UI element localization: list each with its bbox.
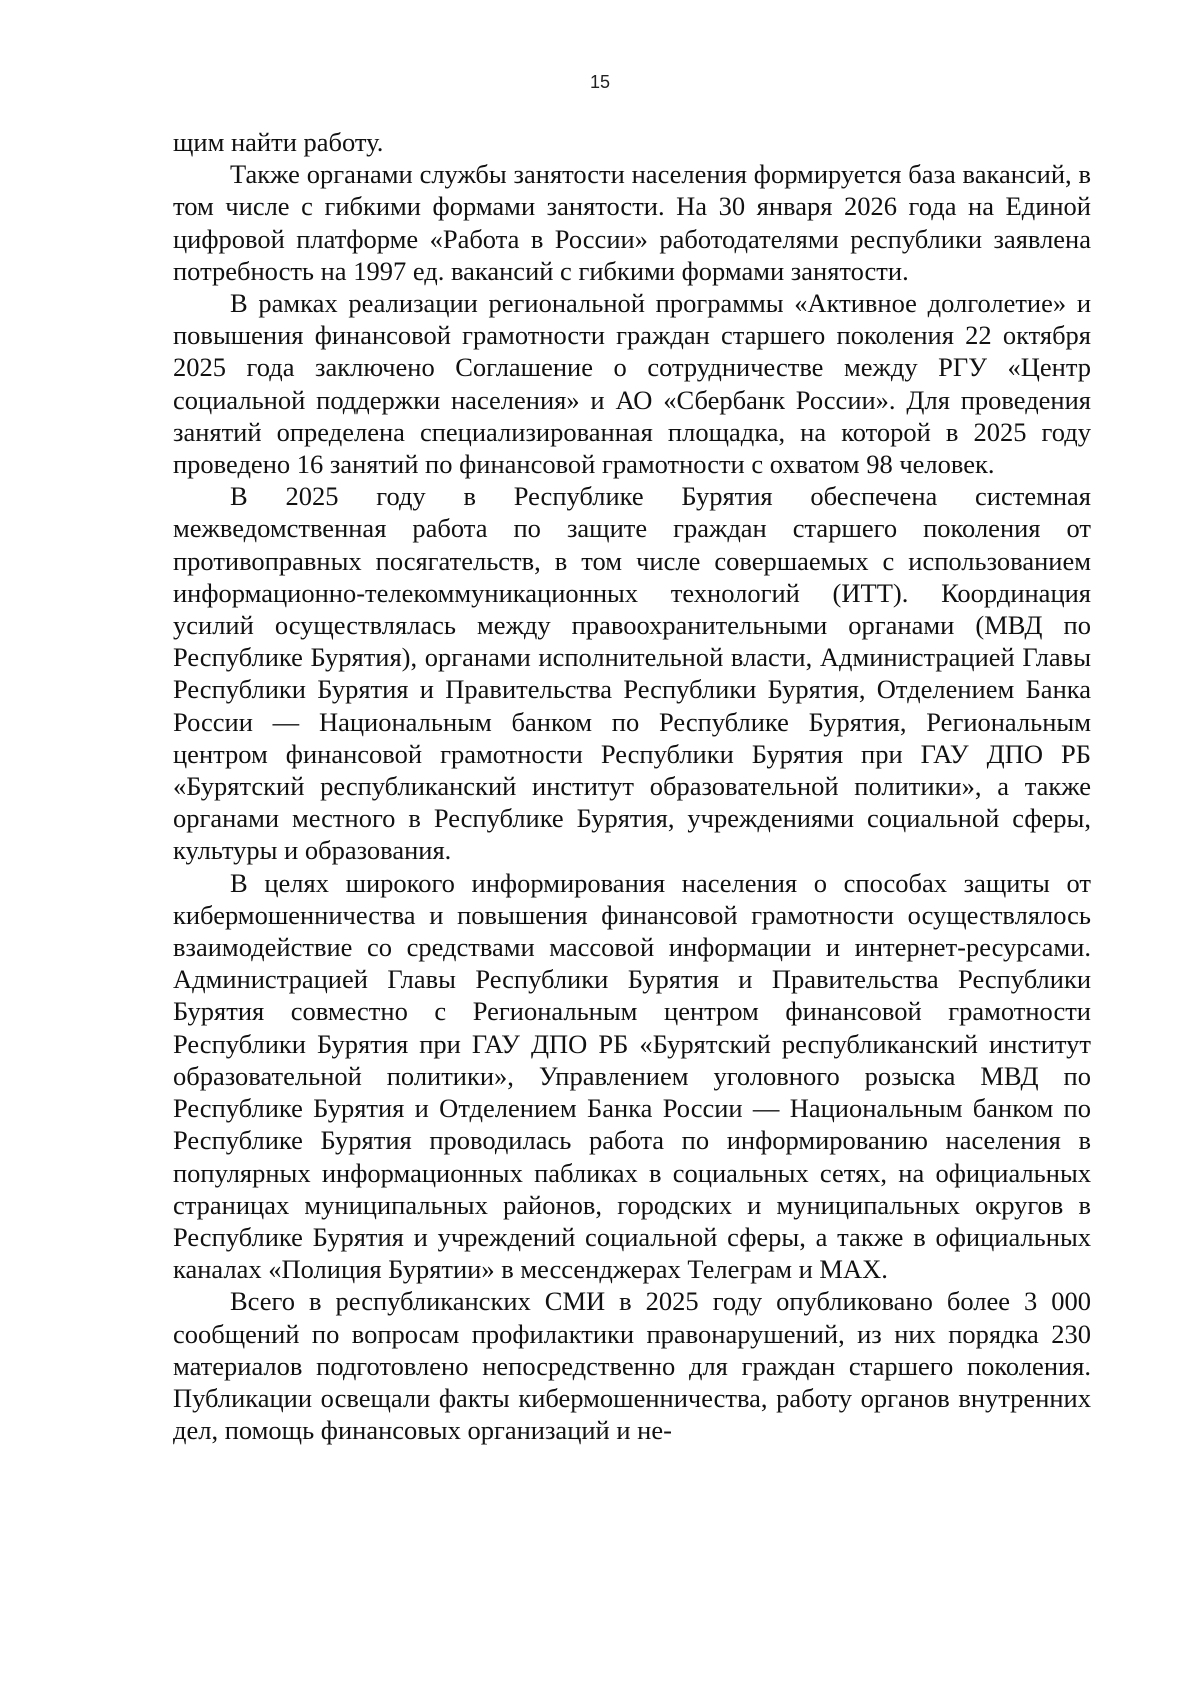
page-number: 15	[589, 72, 611, 92]
paragraph: В рамках реализации региональной программы «Активное долголетие» и повышения финансовой грамотности граждан старшего поколения 22 октября 2025 года заключено Соглашение о сотрудничестве между РГУ «Центр социальной поддержки населения» и АО «Сбербанк России». Для проведения занятий определена специализированная площадка, на которой в 2025 году проведено 16 занятий по финансовой грамотности с охватом 98 человек.	[173, 288, 1091, 480]
paragraph: щим найти работу.	[173, 127, 384, 157]
paragraph: В целях широкого информирования населения о способах защиты от кибермошенничества и повышения финансовой грамотности осуществлялось взаимодействие со средствами массовой информации и интернет-ресурсами. Администрацией Главы Республики Бурятия и Правительства Республики Бурятия совместно с Региональным центром финансовой грамотности Республики Бурятия при ГАУ ДПО РБ «Бурятский республиканский институт образовательной политики», Управлением уголовного розыска МВД по Республике Бурятия и Отделением Банка России — Национальным банком по Республике Бурятия проводилась работа по информированию населения в популярных информационных пабликах в социальных сетях, на официальных страницах муниципальных районов, городских и муниципальных округов в Республике Бурятия и учреждений социальной сферы, а также в официальных каналах «Полиция Бурятии» в мессенджерах Телеграм и МАХ.	[173, 867, 1091, 1285]
document-body	[173, 126, 1091, 1446]
paragraph: Также органами службы занятости населения формируется база вакансий, в том числе с гибкими формами занятости. На 30 января 2026 года на Единой цифровой платформе «Работа в России» работодателями республики заявлена потребность на 1997 ед. вакансий с гибкими формами занятости.	[173, 159, 1091, 286]
paragraph: Всего в республиканских СМИ в 2025 году опубликовано более 3 000 сообщений по вопросам профилактики правонарушений, из них порядка 230 материалов подготовлено непосредственно для граждан старшего поколения. Публикации освещали факты кибермошенничества, работу органов внутренних дел, помощь финансовых организаций и не-	[173, 1286, 1091, 1446]
paragraph: В 2025 году в Республике Бурятия обеспечена системная межведомственная работа по защите граждан старшего поколения от противоправных посягательств, в том числе совершаемых с использованием информационно-телекоммуникационных технологий (ИТТ). Координация усилий осуществлялась между правоохранительными органами (МВД по Республике Бурятия), органами исполнительной власти, Администрацией Главы Республики Бурятия и Правительства Республики Бурятия, Отделением Банка России — Национальным банком по Республике Бурятия, Региональным центром финансовой грамотности Республики Бурятия при ГАУ ДПО РБ «Бурятский республиканский институт образовательной политики», а также органами местного в Республике Бурятия, учреждениями социальной сферы, культуры и образования.	[173, 481, 1091, 866]
